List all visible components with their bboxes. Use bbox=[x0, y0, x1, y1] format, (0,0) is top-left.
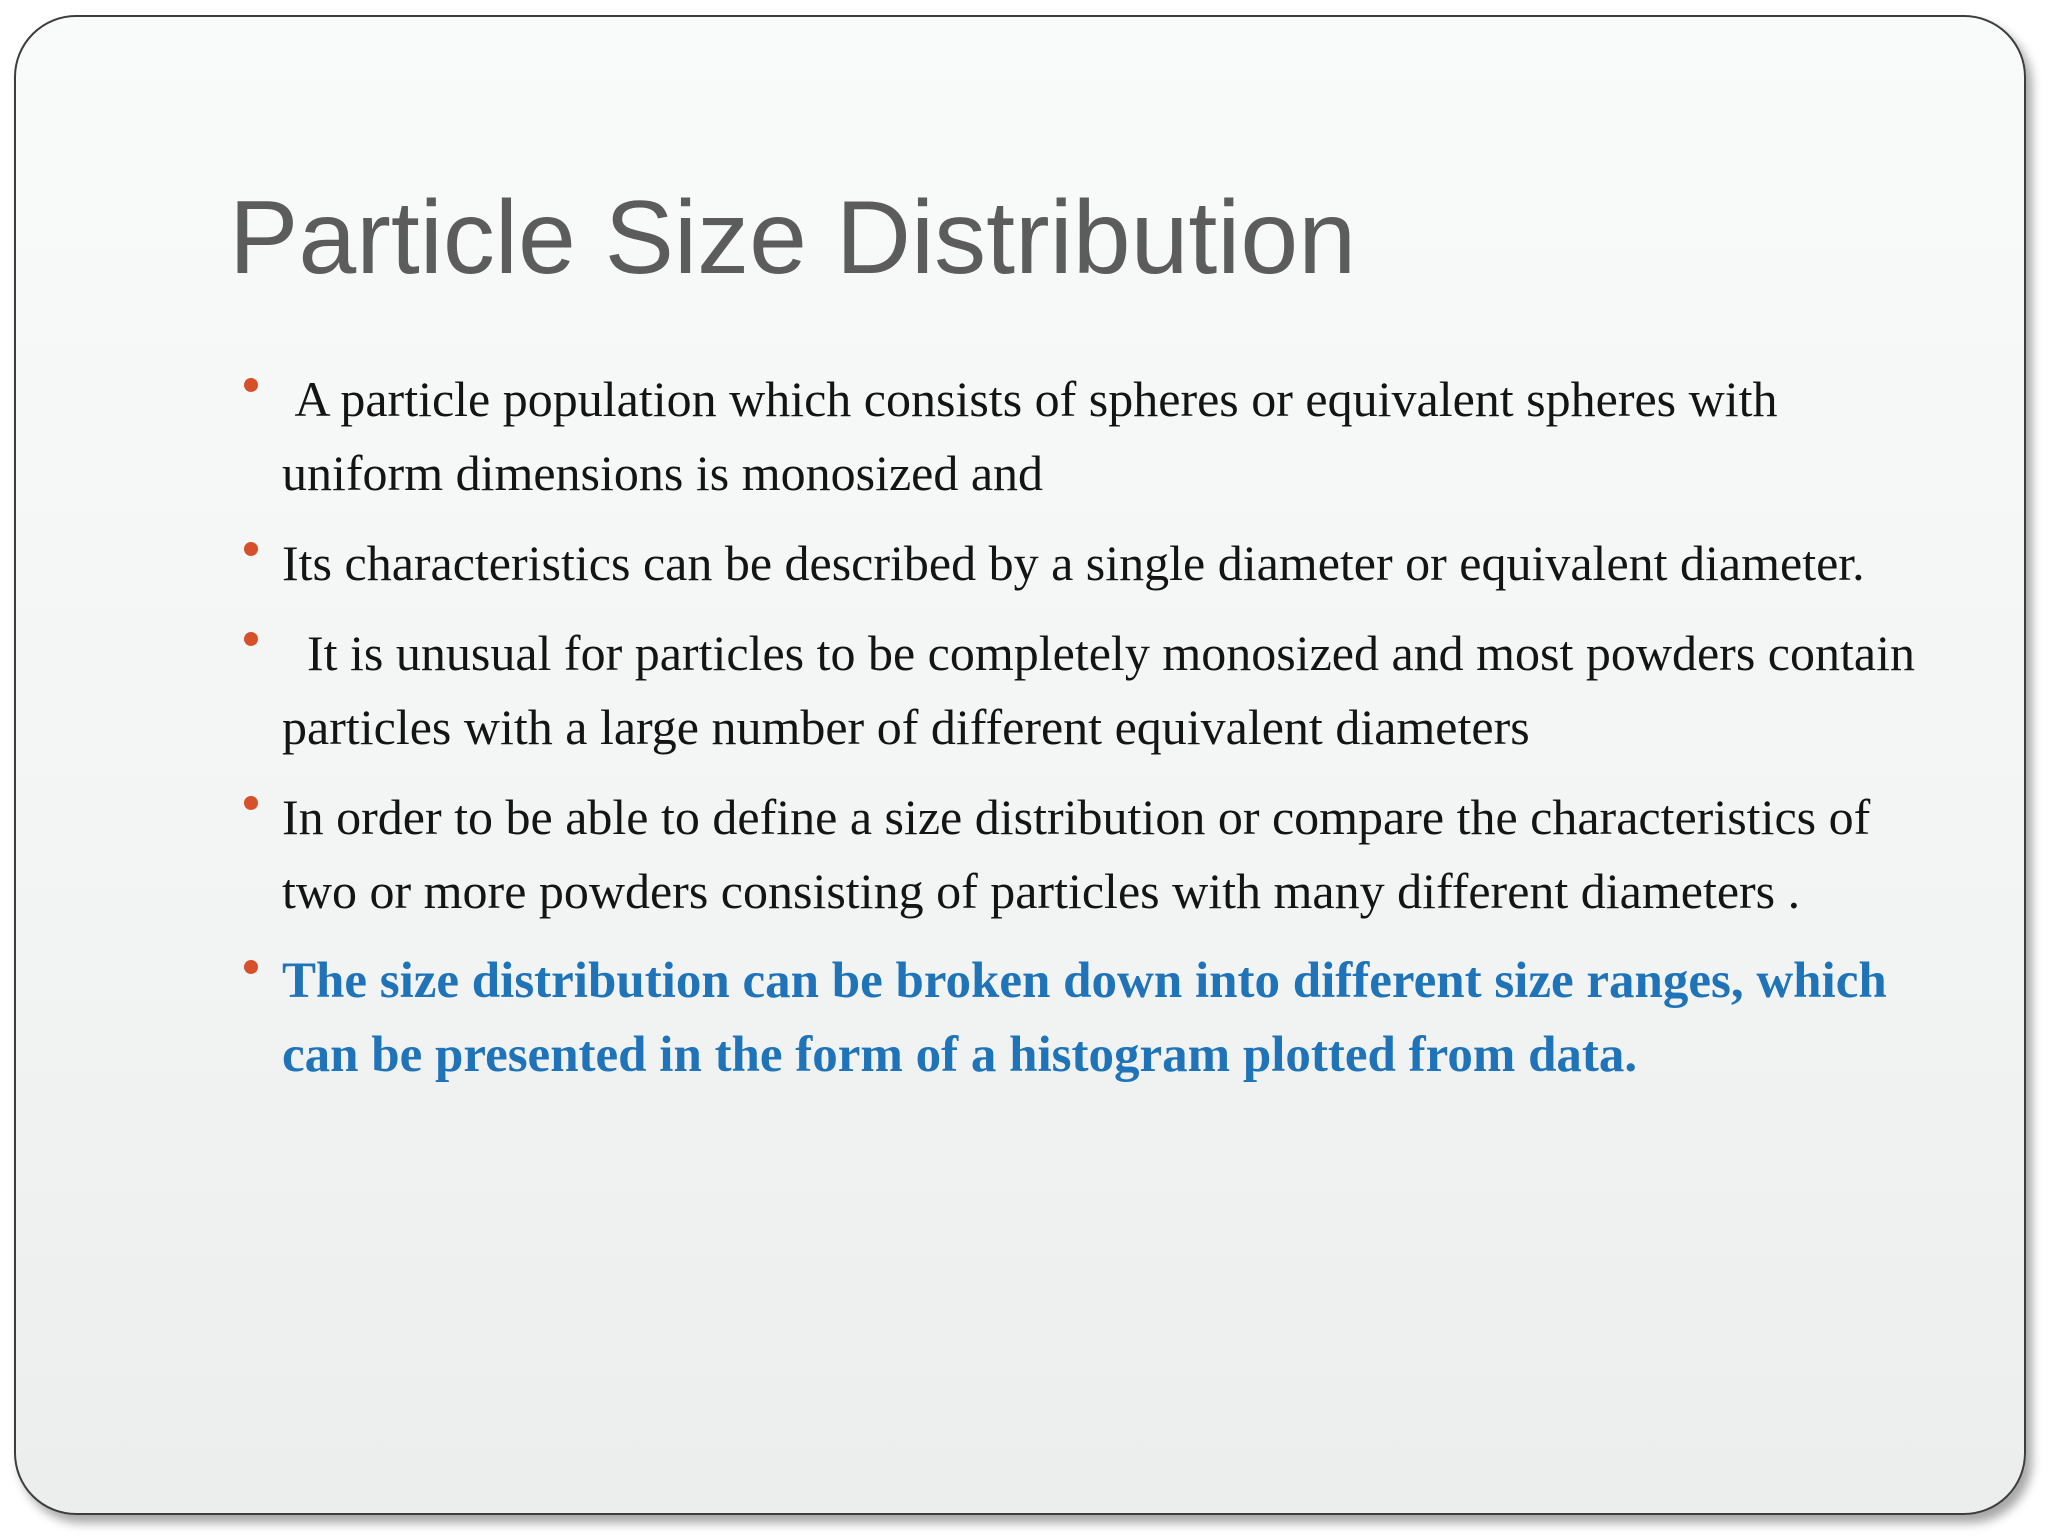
bullet-dot-icon bbox=[244, 542, 258, 556]
bullet-dot-icon bbox=[244, 960, 258, 974]
bullet-item bbox=[16, 780, 1976, 928]
bullet-list bbox=[16, 362, 1976, 1104]
bullet-dot-icon bbox=[244, 378, 258, 392]
bullet-text: Its characteristics can be described by a single diameter or equivalent diameter. bbox=[282, 535, 1865, 591]
bullet-item bbox=[16, 616, 1976, 764]
bullet-dot-icon bbox=[244, 632, 258, 646]
bullet-dot-icon bbox=[244, 796, 258, 810]
bullet-text: It is unusual for particles to be completely monosized and most powders contain particles with a large number of different equivalent diameters bbox=[282, 625, 1928, 755]
slide-title: Particle Size Distribution bbox=[229, 180, 1357, 296]
bullet-text-emphasis: The size distribution can be broken down into different size ranges, which can be presented in the form of a histogram plotted from data. bbox=[282, 953, 1887, 1083]
bullet-text: In order to be able to define a size distribution or compare the characteristics of two or more powders consisting of particles with many different diameters . bbox=[282, 789, 1871, 919]
bullet-item-emphasis bbox=[16, 944, 1976, 1092]
slide bbox=[14, 15, 2026, 1515]
bullet-item bbox=[16, 362, 1976, 510]
bullet-text: A particle population which consists of spheres or equivalent spheres with uniform dimensions is monosized and bbox=[282, 371, 1791, 501]
bullet-item bbox=[16, 526, 1976, 600]
